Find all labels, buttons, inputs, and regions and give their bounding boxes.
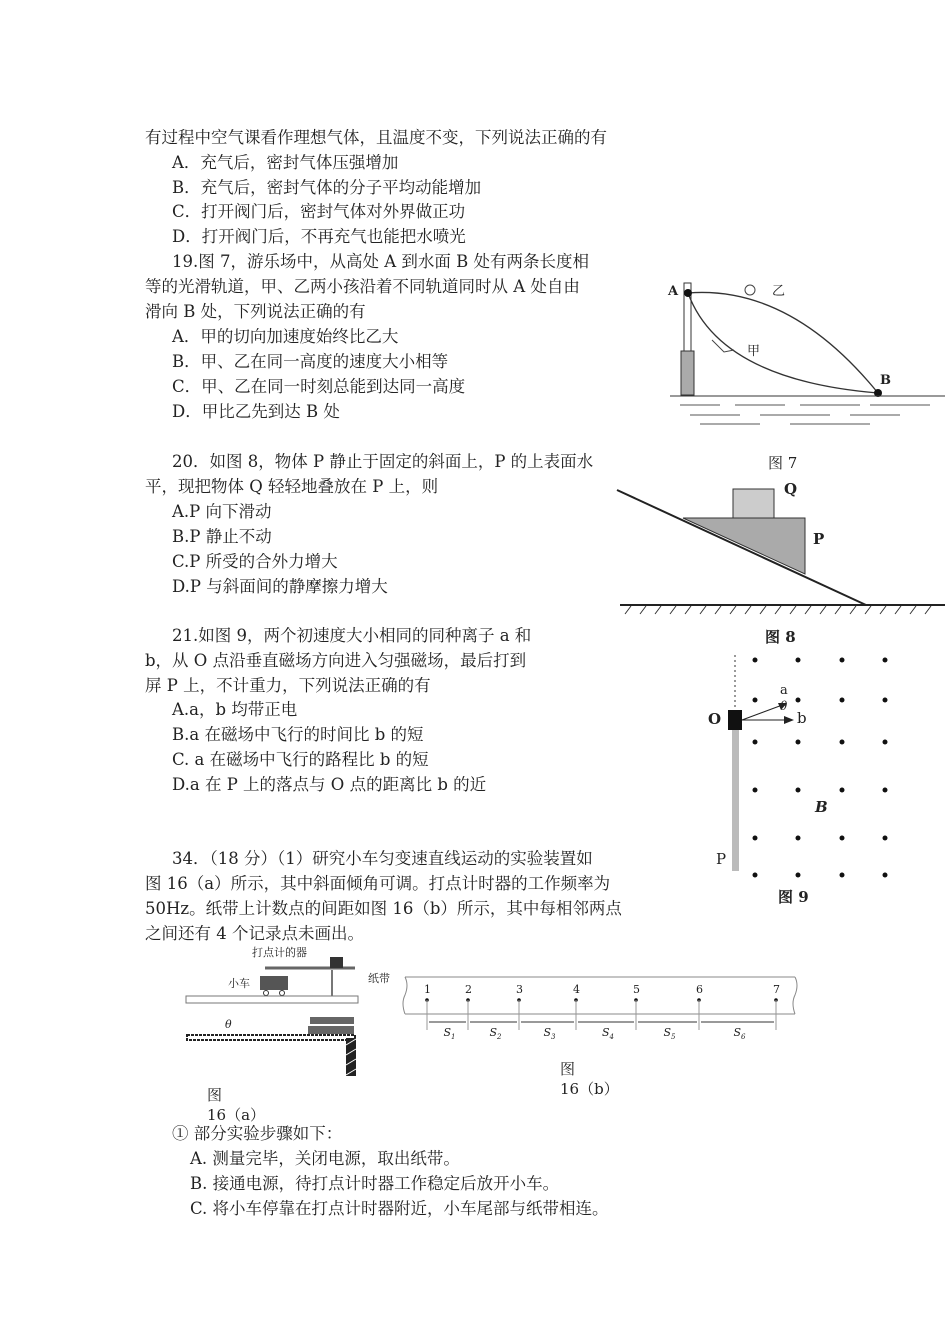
q21-stem-3: 屏 P 上，不计重力，下列说法正确的有 xyxy=(145,676,431,695)
segment-s: S xyxy=(543,1026,552,1039)
segment-label xyxy=(664,1026,676,1041)
fig9-label-b: b xyxy=(797,709,807,727)
segment-sub: 1 xyxy=(451,1033,456,1042)
q18-option-d: D．打开阀门后，不再充气也能把水喷光 xyxy=(172,227,466,246)
fig8-label-q: Q xyxy=(784,480,798,498)
segment-s: S xyxy=(663,1026,672,1039)
tape-point-label: 1 xyxy=(424,983,431,996)
field-dot xyxy=(883,873,888,878)
velocity-a-arrow xyxy=(742,704,785,720)
field-dot xyxy=(753,740,758,745)
slide-tower-base xyxy=(681,351,694,395)
fig9-label-o: O xyxy=(708,710,722,728)
segment-s: S xyxy=(733,1026,742,1039)
fig9-label-p: P xyxy=(716,850,727,868)
field-dot xyxy=(840,740,845,745)
q19-option-b: B．甲、乙在同一高度的速度大小相等 xyxy=(172,352,449,371)
q21-option-d: D.a 在 P 上的落点与 O 点的距离比 b 的近 xyxy=(172,775,487,794)
q21-stem-2: b，从 O 点沿垂直磁场方向进入匀强磁场，最后打到 xyxy=(145,651,527,670)
field-dot xyxy=(796,873,801,878)
q20-stem-2: 平，现把物体 Q 轻轻地叠放在 P 上，则 xyxy=(145,477,439,496)
q34-step-c: C. 将小车停靠在打点计时器附近，小车尾部与纸带相连。 xyxy=(190,1199,609,1218)
figure-16a xyxy=(186,957,358,1076)
field-dot xyxy=(753,836,758,841)
fig8-label-p: P xyxy=(813,530,825,548)
point-a xyxy=(684,289,692,297)
segment-sub: 4 xyxy=(609,1033,615,1042)
figure-9 xyxy=(728,655,888,878)
figure-8 xyxy=(617,489,945,614)
q20-stem-1: 20．如图 8，物体 P 静止于固定的斜面上，P 的上表面水 xyxy=(172,452,594,471)
segment-sub: 5 xyxy=(671,1033,676,1042)
board xyxy=(186,996,358,1003)
tape-point-label: 7 xyxy=(773,983,780,996)
q34-stem-1: 34．（18 分）（1）研究小车匀变速直线运动的实验装置如 xyxy=(172,849,593,868)
q18-option-a: A．充气后，密封气体压强增加 xyxy=(172,153,399,172)
magnetic-field-dots xyxy=(753,658,888,878)
tape-point-label: 2 xyxy=(465,983,472,996)
track-yi xyxy=(688,292,878,393)
q18-option-c: C．打开阀门后，密封气体对外界做正功 xyxy=(172,202,466,221)
fig9-caption: 图 9 xyxy=(778,888,809,906)
q20-option-b: B.P 静止不动 xyxy=(172,527,272,546)
q21-option-c: C. a 在磁场中飞行的路程比 b 的短 xyxy=(172,750,429,769)
q34-stem-2: 图 16（a）所示，其中斜面倾角可调。打点计时器的工作频率为 xyxy=(145,874,611,893)
field-dot xyxy=(840,788,845,793)
q34-stem-4: 之间还有 4 个记录点未画出。 xyxy=(145,924,364,943)
segment-s: S xyxy=(443,1026,452,1039)
fig9-label-a: a xyxy=(780,683,788,698)
q20-option-d: D.P 与斜面间的静摩擦力增大 xyxy=(172,577,388,596)
fig8-caption: 图 8 xyxy=(765,628,796,646)
fig16a-cart-label: 小车 xyxy=(228,977,250,990)
segment-label xyxy=(544,1026,556,1041)
paper-tape-ends xyxy=(403,977,797,1014)
q19-option-a: A．甲的切向加速度始终比乙大 xyxy=(172,327,399,346)
segment-label xyxy=(444,1026,456,1041)
field-dot xyxy=(753,658,758,663)
fig16a-caption-1: 图 xyxy=(207,1086,223,1104)
fig7-label-b: B xyxy=(880,373,891,388)
q19-option-d: D．甲比乙先到达 B 处 xyxy=(172,402,340,421)
segment-label xyxy=(602,1026,614,1041)
segment-s: S xyxy=(602,1026,610,1039)
fig16b-caption-2: 16（b） xyxy=(560,1080,619,1098)
fig7-label-yi: 乙 xyxy=(772,284,786,299)
field-dot xyxy=(840,658,845,663)
fig16b-caption-1: 图 xyxy=(560,1060,576,1078)
block-p xyxy=(683,518,805,574)
figure-16b xyxy=(403,977,797,1030)
field-dot xyxy=(883,698,888,703)
fig16a-theta-label: θ xyxy=(225,1018,232,1031)
q20-option-a: A.P 向下滑动 xyxy=(172,502,272,521)
segment-label xyxy=(734,1026,746,1041)
field-dot xyxy=(753,698,758,703)
figure-7 xyxy=(670,283,945,424)
field-dot xyxy=(796,836,801,841)
q34-stem-3: 50Hz。纸带上计数点的间距如图 16（b）所示，其中每相邻两点 xyxy=(145,899,622,918)
field-dot xyxy=(883,788,888,793)
field-dot xyxy=(796,740,801,745)
q34-step-b: B. 接通电源，待打点计时器工作稳定后放开小车。 xyxy=(190,1174,560,1193)
tape-point-label: 4 xyxy=(573,983,580,996)
fig9-label-theta: θ xyxy=(780,699,788,713)
tape-point-label: 5 xyxy=(633,983,640,996)
segment-sub: 3 xyxy=(551,1033,556,1042)
q21-stem-1: 21.如图 9，两个初速度大小相同的同种离子 a 和 xyxy=(172,626,532,645)
arrow-b-head xyxy=(784,716,794,724)
tape-point-label: 6 xyxy=(696,983,703,996)
cart xyxy=(260,976,288,990)
fig9-label-field: B xyxy=(815,798,828,816)
fig16a-timer-label: 打点计的器 xyxy=(252,946,307,959)
field-dot xyxy=(753,873,758,878)
fig7-caption: 图 7 xyxy=(768,454,798,472)
field-dot xyxy=(883,658,888,663)
q18-option-b: B．充气后，密封气体的分子平均动能增加 xyxy=(172,178,482,197)
fig7-label-a: A xyxy=(668,284,679,299)
water-waves xyxy=(680,405,930,424)
field-dot xyxy=(840,698,845,703)
segment-label xyxy=(490,1026,502,1041)
tape-point-label: 3 xyxy=(516,983,523,996)
fig16a-tape-label: 纸带 xyxy=(368,972,390,985)
screen-p xyxy=(732,729,739,871)
segment-s: S xyxy=(489,1026,498,1039)
table-top xyxy=(187,1035,355,1040)
field-dot xyxy=(753,788,758,793)
support-block-top xyxy=(310,1017,354,1024)
field-dot xyxy=(883,836,888,841)
q20-option-c: C.P 所受的合外力增大 xyxy=(172,552,338,571)
field-dot xyxy=(796,788,801,793)
block-q xyxy=(733,489,774,518)
q21-option-b: B.a 在磁场中飞行的时间比 b 的短 xyxy=(172,725,424,744)
q34-step-a: A. 测量完毕，关闭电源，取出纸带。 xyxy=(190,1149,460,1168)
q18-stem: 有过程中空气课看作理想气体，且温度不变，下列说法正确的有 xyxy=(145,128,607,147)
q34-steps-title: ① 部分实验步骤如下： xyxy=(172,1124,343,1143)
child-yi-icon xyxy=(745,285,755,295)
timer-block xyxy=(330,957,343,968)
field-dot xyxy=(796,658,801,663)
segment-sub: 2 xyxy=(497,1033,502,1042)
q19-stem-3: 滑向 B 处，下列说法正确的有 xyxy=(145,302,366,321)
cart-wheel xyxy=(280,991,285,996)
field-dot xyxy=(796,698,801,703)
source-o xyxy=(728,710,742,730)
fig16a-caption-2: 16（a） xyxy=(207,1106,266,1124)
segment-sub: 6 xyxy=(741,1033,746,1042)
track-jia xyxy=(688,293,878,393)
q21-option-a: A.a，b 均带正电 xyxy=(172,700,298,719)
paper-tape-edges xyxy=(405,977,795,1014)
q19-stem-2: 等的光滑轨道，甲、乙两小孩沿着不同轨道同时从 A 处自由 xyxy=(145,277,580,296)
q19-option-c: C．甲、乙在同一时刻总能到达同一高度 xyxy=(172,377,466,396)
field-dot xyxy=(840,873,845,878)
fig7-label-jia: 甲 xyxy=(747,344,761,359)
cart-wheel xyxy=(264,991,269,996)
field-dot xyxy=(883,740,888,745)
ground-hatching xyxy=(625,606,931,614)
support-block xyxy=(308,1026,354,1034)
field-dot xyxy=(840,836,845,841)
q19-stem-1: 19.图 7，游乐场中，从高处 A 到水面 B 处有两条长度相 xyxy=(172,252,590,271)
